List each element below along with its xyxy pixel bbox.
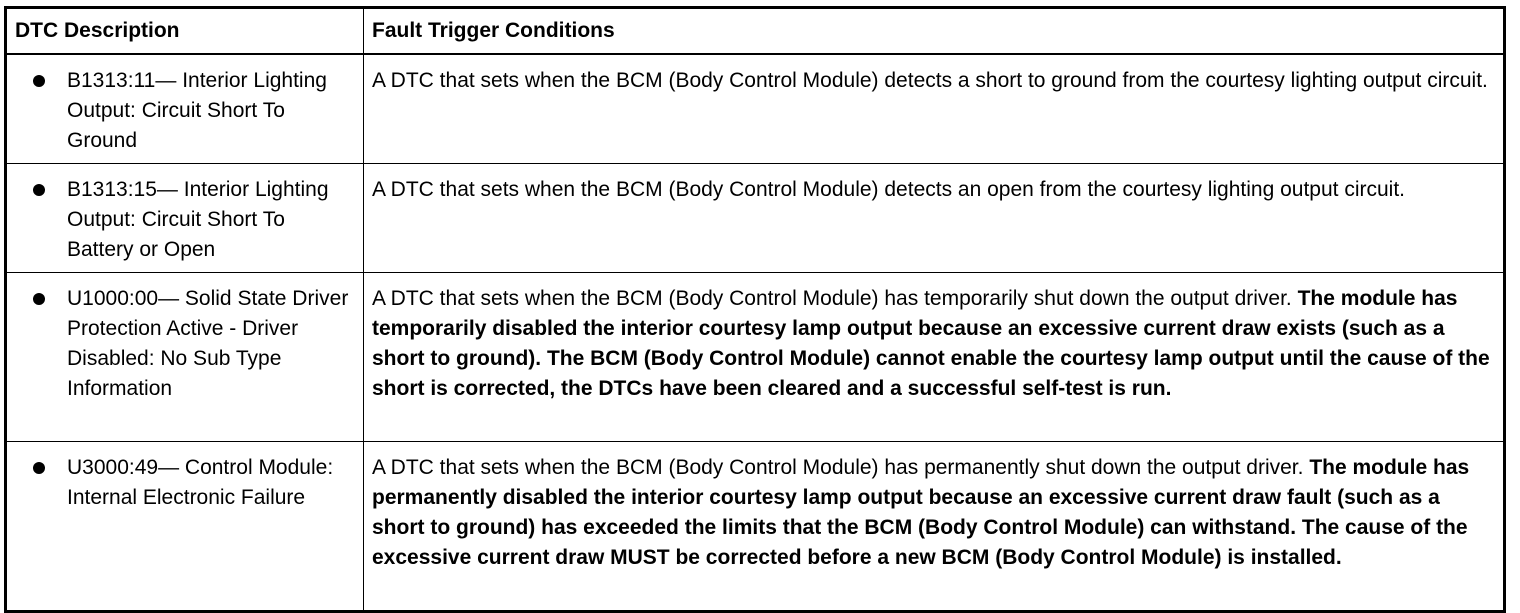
- header-fault-trigger-conditions: Fault Trigger Conditions: [364, 8, 1505, 55]
- dtc-description-cell: [6, 164, 364, 273]
- table-row: [6, 54, 1505, 164]
- fault-condition-bold-text: The module has temporarily disabled the interior courtesy lamp output because an excessive current draw exists (such as a short to ground). The BCM (Body Control Module) cannot enable the courtesy lamp output until the cause of the short is corrected, the DTCs have been cleared and a successful self-test is run.: [372, 287, 1490, 400]
- fault-condition-text: A DTC that sets when the BCM (Body Control Module) detects a short to ground from the courtesy lighting output circuit.: [372, 69, 1488, 92]
- fault-condition-cell: [364, 273, 1505, 442]
- fault-condition-text: A DTC that sets when the BCM (Body Control Module) detects an open from the courtesy lighting output circuit.: [372, 178, 1405, 201]
- dtc-description-text: U3000:49— Control Module: Internal Electronic Failure: [67, 456, 334, 509]
- dtc-description-text: U1000:00— Solid State Driver Protection Active - Driver Disabled: No Sub Type Information: [67, 287, 349, 400]
- bullet-icon: [33, 293, 45, 305]
- table-header-row: [6, 8, 1505, 55]
- dtc-description-text: B1313:11— Interior Lighting Output: Circuit Short To Ground: [67, 69, 327, 152]
- fault-condition-cell: [364, 164, 1505, 273]
- fault-condition-text: A DTC that sets when the BCM (Body Control Module) has temporarily shut down the output driver.: [372, 287, 1292, 310]
- fault-condition-text: A DTC that sets when the BCM (Body Control Module) has permanently shut down the output driver.: [372, 456, 1304, 479]
- fault-condition-bold-text: The module has permanently disabled the interior courtesy lamp output because an excessive current draw fault (such as a short to ground) has exceeded the limits that the BCM (Body Control Module) can withstand. The cause of the excessive current draw MUST be corrected before a new BCM (Body Control Module) is installed.: [372, 456, 1470, 569]
- dtc-description-cell: [6, 442, 364, 612]
- table-row: [6, 442, 1505, 612]
- bullet-icon: [33, 462, 45, 474]
- dtc-description-cell: [6, 273, 364, 442]
- fault-condition-cell: [364, 54, 1505, 164]
- bullet-icon: [33, 75, 45, 87]
- dtc-table: [4, 6, 1506, 613]
- dtc-description-cell: [6, 54, 364, 164]
- bullet-icon: [33, 184, 45, 196]
- header-dtc-description: DTC Description: [6, 8, 364, 55]
- fault-condition-cell: [364, 442, 1505, 612]
- table-row: [6, 273, 1505, 442]
- dtc-description-text: B1313:15— Interior Lighting Output: Circuit Short To Battery or Open: [67, 178, 329, 261]
- table-row: [6, 164, 1505, 273]
